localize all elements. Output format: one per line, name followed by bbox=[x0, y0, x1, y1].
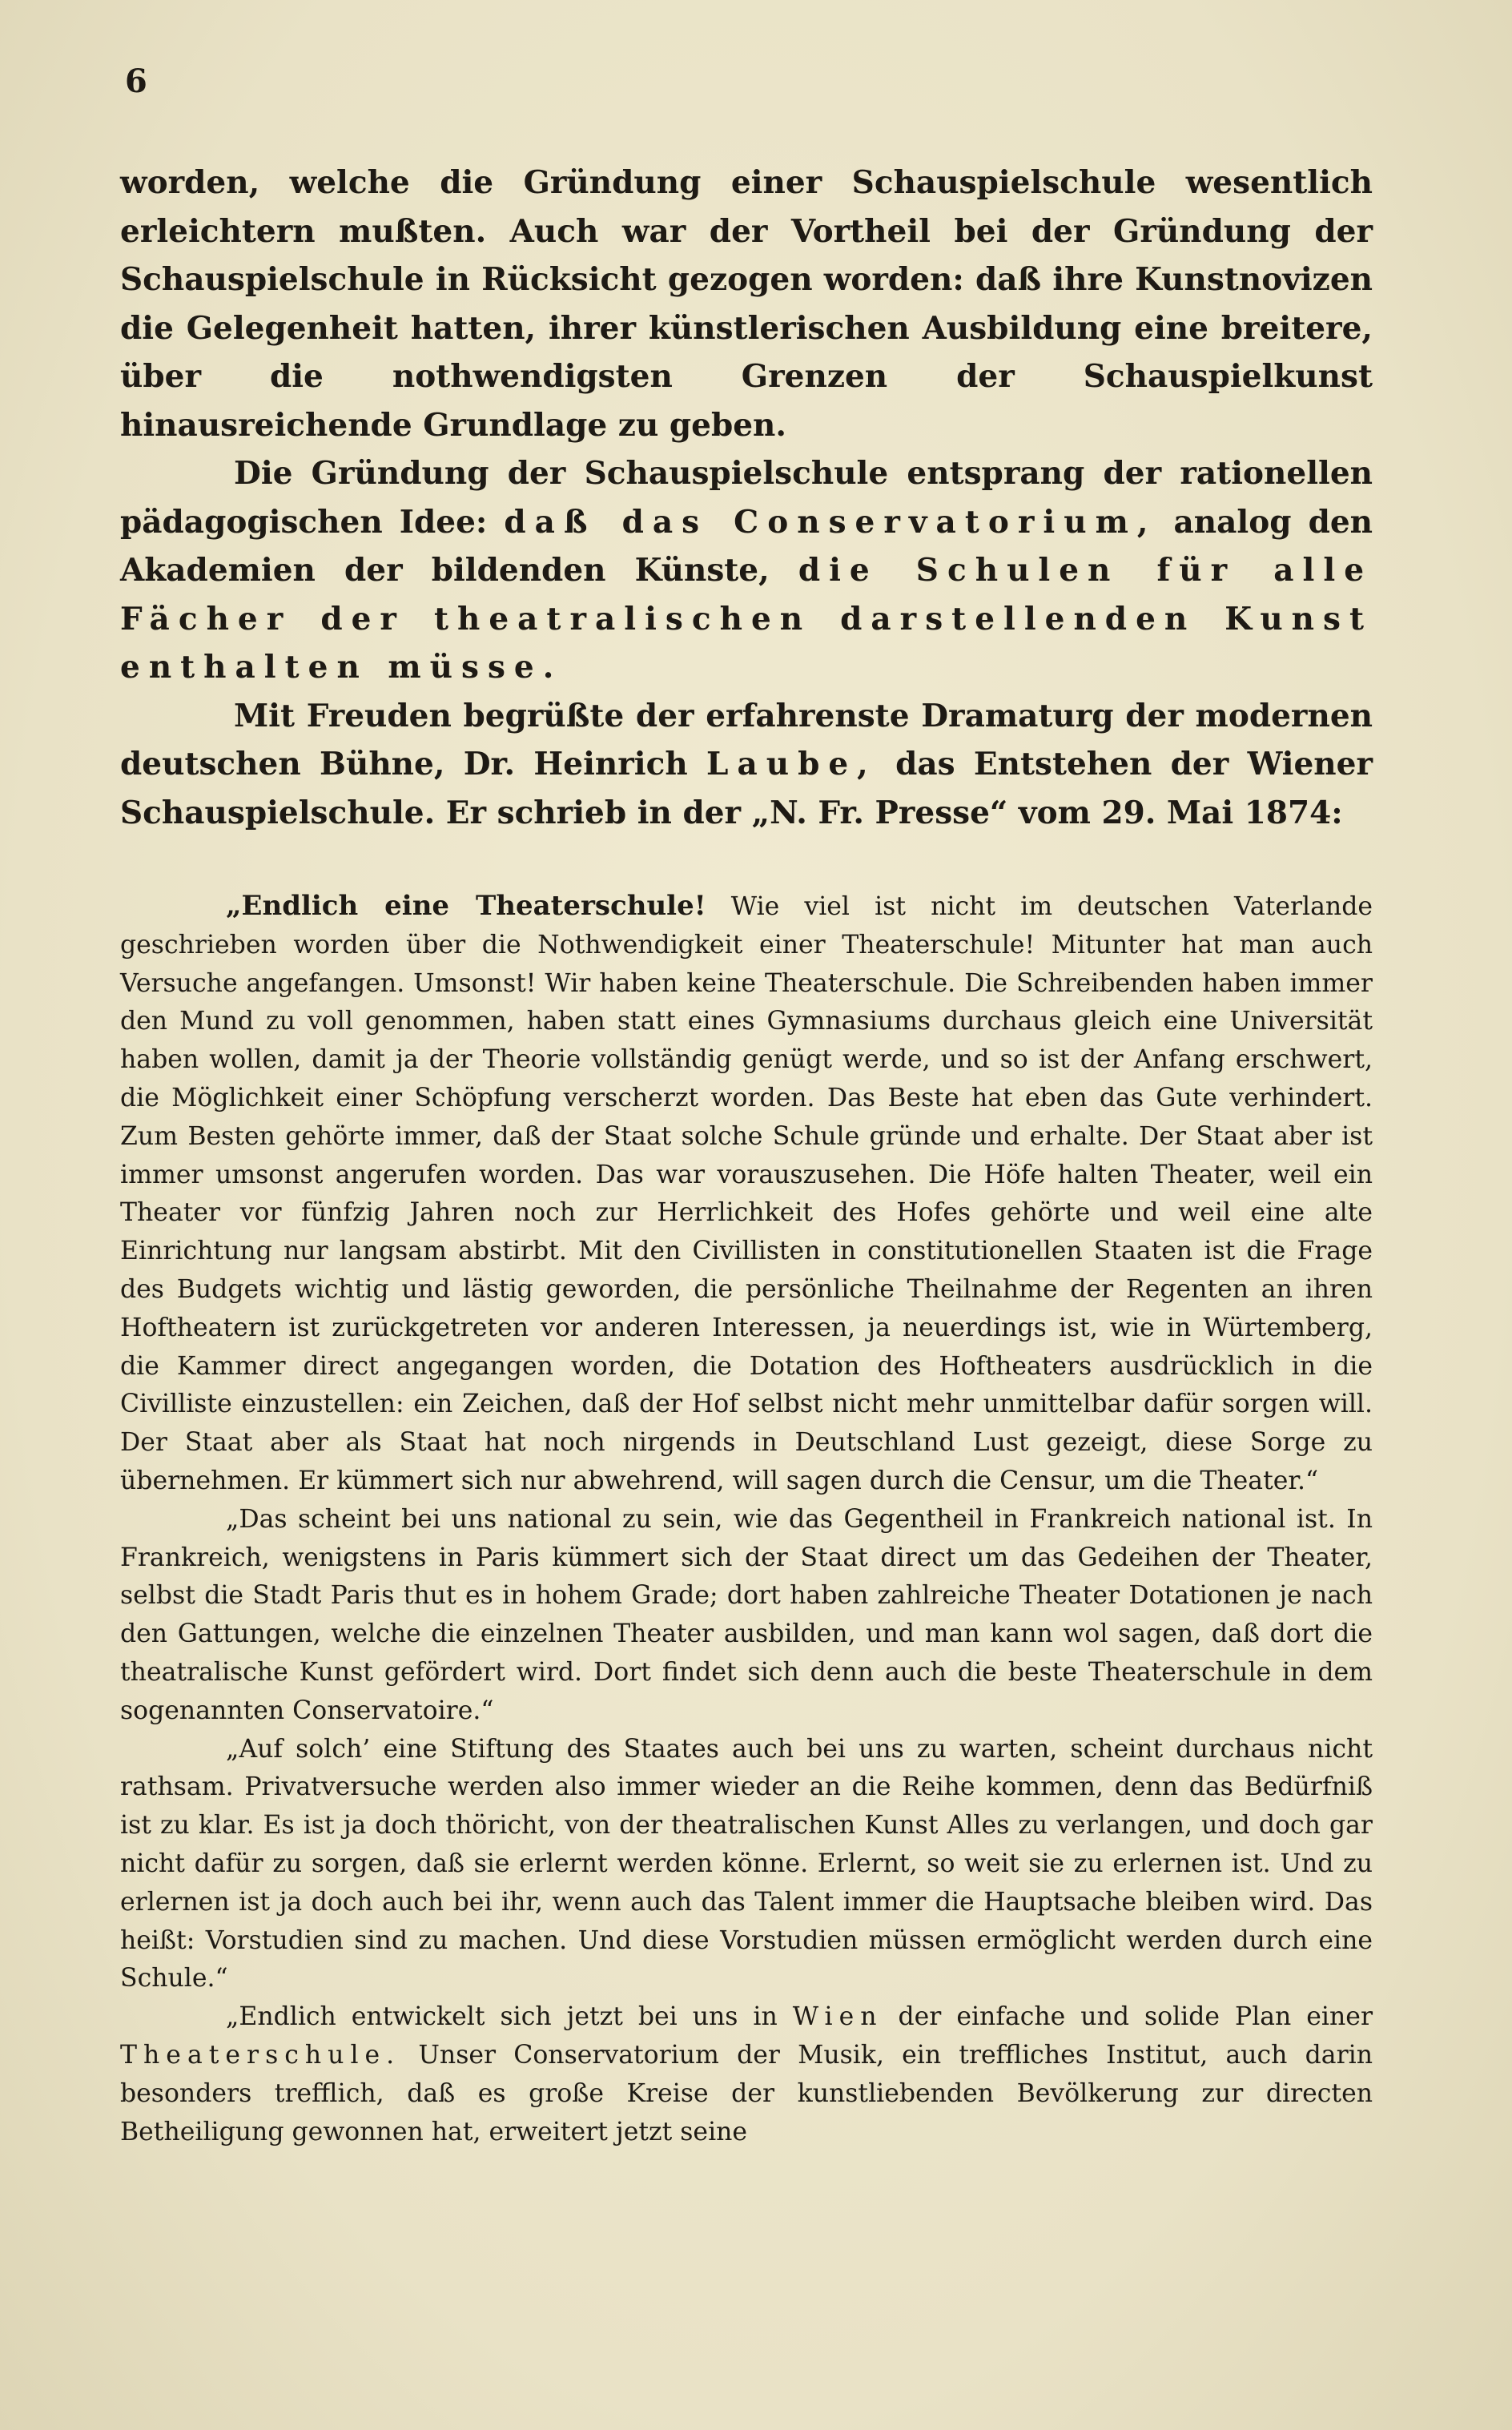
quote-paragraph-4-text-a: „Endlich entwickelt sich jetzt bei uns in bbox=[226, 2002, 778, 2032]
paragraph-2-text-a: Die Gründung der Schauspielschule entsprang der rationellen pädagogischen Idee: bbox=[120, 455, 1373, 541]
paragraph-1: worden, welche die Gründung einer Schauspielschule wesentlich erleichtern mußten. Auch war der Vortheil bei der Gründung der Schauspielschule in Rücksicht gezogen worden: daß ihre Kunstnovizen die Gelegenheit hatten, ihrer künstlerischen Ausbildung eine breitere, über die nothwendigsten Grenzen der Schauspielkunst hinausreichende Grundlage zu geben. bbox=[120, 164, 1373, 444]
emphasis-wien: Wien bbox=[792, 2002, 883, 2032]
emphasis-conservatorium: daß das Conservatorium, bbox=[504, 503, 1157, 541]
quote-paragraph-1 bbox=[120, 887, 1373, 1501]
paragraph-2-text-c: analog den Akademien der bildenden Künste, bbox=[120, 503, 1373, 589]
quote-paragraph-4-text-c: der einfache und solide Plan einer bbox=[898, 2002, 1373, 2032]
quote-paragraph-1-text: Wie viel ist nicht im deutschen Vaterlande geschrieben worden über die Nothwendigkeit einer Theaterschule! Mitunter hat man auch Versuche angefangen. Umsonst! Wir haben keine Theaterschule. Die Schreibenden haben immer den Mund zu voll genommen, haben statt eines Gymnasiums durchaus gleich eine Universität haben wollen, damit ja der Theorie vollständig genügt werde, und so ist der Anfang erschwert, die Möglichkeit einer Schöpfung verscherzt worden. Das Beste hat eben das Gute verhindert. Zum Besten gehörte immer, daß der Staat solche Schule gründe und erhalte. Der Staat aber ist immer umsonst angerufen worden. Das war vorauszusehen. Die Höfe halten Theater, weil ein Theater vor fünfzig Jahren noch zur Herrlichkeit des Hofes gehörte und weil eine alte Einrichtung nur langsam abstirbt. Mit den Civillisten in constitutionellen Staaten ist die Frage des Budgets wichtig und lästig geworden, die persönliche Theilnahme der Regenten an ihren Hoftheatern ist zurückgetreten vor anderen Interessen, ja neuerdings ist, wie in Würtemberg, die Kammer direct angegangen worden, die Dotation des Hoftheaters ausdrücklich in die Civilliste einzustellen: ein Zeichen, daß der Hof selbst nicht mehr unmittelbar dafür sorgen will. Der Staat aber als Staat hat noch nirgends in Deutschland Lust gezeigt, diese Sorge zu übernehmen. Er kümmert sich nur abwehrend, will sagen durch die Censur, um die Theater.“ bbox=[120, 892, 1373, 1495]
quote-paragraph-2: „Das scheint bei uns national zu sein, wie das Gegentheil in Frankreich national ist. In Frankreich, wenigstens in Paris kümmert sich der Staat direct um das Gedeihen der Theater, selbst die Stadt Paris thut es in hohem Grade; dort haben zahlreiche Theater Dotationen je nach den Gattungen, welche die einzelnen Theater ausbilden, und man kann wol sagen, daß dort die theatralische Kunst gefördert wird. Dort findet sich denn auch die beste Theaterschule in dem sogenannten Conservatoire.“ bbox=[120, 1504, 1373, 1725]
block-quote bbox=[120, 887, 1373, 2151]
emphasis-schulen: die Schulen für alle Fächer der theatralischen darstellenden Kunst enthalten müsse. bbox=[120, 552, 1373, 686]
quote-lead: „Endlich eine Theaterschule! bbox=[226, 890, 706, 922]
paragraph-3 bbox=[120, 692, 1373, 838]
quote-paragraph-3: „Auf solch’ eine Stiftung des Staates auch bei uns zu warten, scheint durchaus nicht rathsam. Privatversuche werden also immer wieder an die Reihe kommen, denn das Bedürfniß ist zu klar. Es ist ja doch thöricht, von der theatralischen Kunst Alles zu verlangen, und doch gar nicht dafür zu sorgen, daß sie erlernt werden könne. Erlernt, so weit sie zu erlernen ist. Und zu erlernen ist ja doch auch bei ihr, wenn auch das Talent immer die Hauptsache bleiben wird. Das heißt: Vorstudien sind zu machen. Und diese Vorstudien müssen ermöglicht werden durch eine Schule.“ bbox=[120, 1734, 1373, 1993]
paragraph-3-text-a: Mit Freuden begrüßte der erfahrenste Dramaturg der modernen deutschen Bühne, Dr. Heinrich bbox=[120, 697, 1373, 783]
quote-paragraph-4 bbox=[120, 1998, 1373, 2151]
paragraph-3-text-c: das Entstehen der Wiener Schauspielschule. Er schrieb in der „N. Fr. Presse“ vom 29. Mai 1874: bbox=[120, 746, 1373, 831]
quote-paragraph-4-text-e: Unser Conservatorium der Musik, ein treffliches Institut, auch darin besonders trefflich, daß es große Kreise der kunstliebenden Bevölkerung zur directen Betheiligung gewonnen hat, erweitert jetzt seine bbox=[120, 2040, 1373, 2146]
main-text bbox=[120, 159, 1373, 837]
paragraph-2 bbox=[120, 449, 1373, 692]
emphasis-laube: Laube, bbox=[706, 746, 877, 783]
emphasis-theaterschule: Theaterschule. bbox=[120, 2040, 401, 2070]
page-number: 6 bbox=[125, 62, 147, 100]
